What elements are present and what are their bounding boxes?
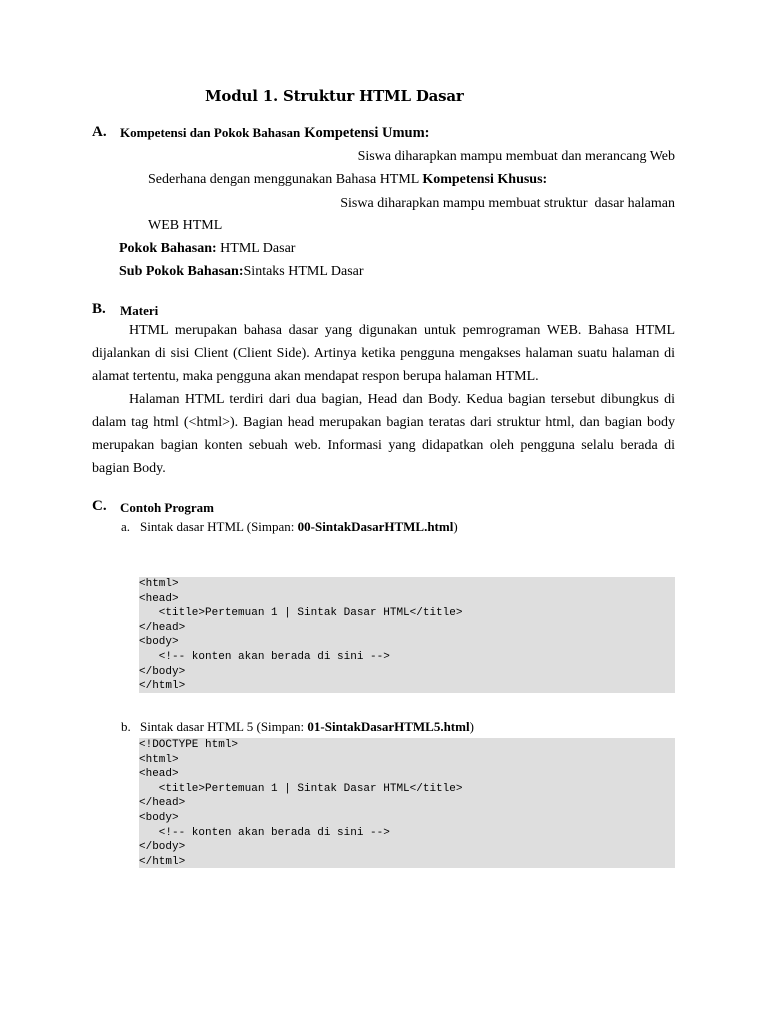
code-line: <html> [139,753,179,766]
pokok-bahasan [119,237,295,260]
item-a-marker: a. [121,519,131,534]
code-line: <!DOCTYPE html> [139,739,239,751]
code-line: <title>Pertemuan 1 | Sintak Dasar HTML</title> [139,782,463,795]
pokok-bahasan-label: Pokok Bahasan: [119,241,217,256]
materi-paragraph-2: Halaman HTML terdiri dari dua bagian, Head dan Body. Kedua bagian tersebut dibungkus di dalam tag html (<html>). Bagian head merupakan bagian teratas dari struktur html, dan bagian body merupakan bagian konten sebuah web. Informasi yang didapatkan oleh pengguna selalu berada di bagian Body. [92,392,675,476]
sub-pokok-bahasan [119,260,364,283]
code-line: </body> [139,841,186,854]
kompetensi-khusus-label: Kompetensi Khusus: [422,172,548,187]
code-line: </html> [139,855,186,868]
kompetensi-khusus-line2: WEB HTML [148,218,223,233]
item-b-caption [140,719,474,735]
code-line: <body> [139,811,179,824]
item-a-filename: 00-SintakDasarHTML.html [297,519,454,534]
code-line: </head> [139,797,186,810]
code-line: <head> [139,592,179,605]
kompetensi-umum-line1: Siswa diharapkan mampu membuat dan merancang Web [357,149,675,164]
code-line: <!-- konten akan berada di sini --> [139,650,390,663]
section-c-heading: Contoh Program [120,500,215,515]
section-b-heading: Materi [120,303,159,318]
item-a-caption [140,519,458,535]
item-b-filename: 01-SintakDasarHTML5.html [307,719,470,734]
section-b-letter: B. [92,301,106,317]
section-c-letter: C. [92,498,107,514]
item-a-text: Sintak dasar HTML (Simpan: [140,519,298,534]
code-block-b [139,738,675,868]
code-line: </head> [139,621,186,634]
code-line: <!-- konten akan berada di sini --> [139,826,390,839]
code-line: <body> [139,636,179,649]
section-a-heading [120,124,430,142]
page-title: Modul 1. Struktur HTML Dasar [205,87,464,105]
item-b-close: ) [469,719,474,734]
materi-paragraph-1: HTML merupakan bahasa dasar yang digunakan untuk pemrograman WEB. Bahasa HTML dijalankan di sisi Client (Client Side). Artinya ketika pengguna mengakses halaman suatu halaman di alamat tertentu, maka pengguna akan mendapat respon berupa halaman HTML. [92,323,675,384]
code-line: </body> [139,665,186,678]
kompetensi-khusus-line1: Siswa diharapkan mampu membuat struktur dasar halaman [340,196,675,211]
item-b-text: Sintak dasar HTML 5 (Simpan: [140,719,308,734]
item-a-close: ) [453,519,458,534]
section-a-heading-large: Kompetensi Umum: [304,125,430,141]
code-line: </html> [139,680,186,693]
sub-pokok-bahasan-value: Sintaks HTML Dasar [243,264,364,279]
code-block-a [139,577,675,693]
code-line: <html> [139,578,179,590]
materi-body [92,319,675,480]
pokok-bahasan-value: HTML Dasar [220,241,296,256]
kompetensi-umum-line2-text: Sederhana dengan menggunakan Bahasa HTML [148,172,419,187]
section-a-heading-small: Kompetensi dan Pokok Bahasan [120,125,301,140]
code-line: <head> [139,768,179,781]
sub-pokok-bahasan-label: Sub Pokok Bahasan: [119,264,244,279]
kompetensi-umum-line2 [148,168,547,191]
section-a-letter: A. [92,124,107,140]
code-line: <title>Pertemuan 1 | Sintak Dasar HTML</title> [139,607,463,620]
item-b-marker: b. [121,719,131,734]
